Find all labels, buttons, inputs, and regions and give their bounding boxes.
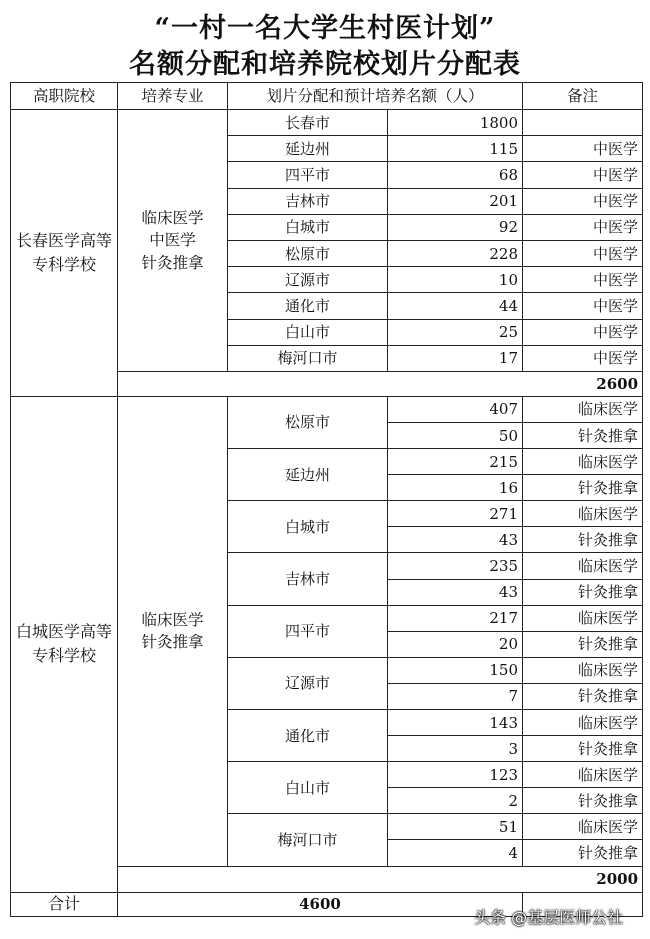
count-cell: 2 [388, 788, 523, 814]
note-cell: 临床医学 [523, 396, 643, 422]
count-cell: 407 [388, 396, 523, 422]
city-cell: 通化市 [228, 293, 388, 319]
note-cell: 临床医学 [523, 449, 643, 475]
count-cell: 68 [388, 162, 523, 188]
city-cell: 梅河口市 [228, 814, 388, 866]
count-cell: 16 [388, 475, 523, 501]
major-item: 中医学 [149, 231, 196, 250]
count-cell: 235 [388, 553, 523, 579]
note-cell: 针灸推拿 [523, 736, 643, 762]
city-cell: 延边州 [228, 449, 388, 501]
major-item: 临床医学 [141, 610, 204, 629]
header-school: 高职院校 [11, 83, 118, 110]
count-cell: 201 [388, 188, 523, 214]
count-cell: 50 [388, 422, 523, 448]
note-cell: 针灸推拿 [523, 683, 643, 709]
count-cell: 123 [388, 762, 523, 788]
count-cell: 44 [388, 293, 523, 319]
city-cell: 通化市 [228, 710, 388, 762]
count-cell: 1800 [388, 110, 523, 136]
header-row [11, 83, 643, 110]
school-cell: 长春医学高等专科学校 [11, 110, 118, 397]
count-cell: 10 [388, 267, 523, 293]
table-row [11, 396, 643, 422]
count-cell: 217 [388, 605, 523, 631]
note-cell: 针灸推拿 [523, 527, 643, 553]
note-cell: 中医学 [523, 136, 643, 162]
note-cell: 中医学 [523, 267, 643, 293]
major-cell [118, 110, 228, 372]
note-cell: 中医学 [523, 162, 643, 188]
document-title-line2: 名额分配和培养院校划片分配表 [129, 49, 521, 80]
count-cell: 17 [388, 345, 523, 371]
count-cell: 150 [388, 657, 523, 683]
city-cell: 白山市 [228, 762, 388, 814]
note-cell: 临床医学 [523, 553, 643, 579]
count-cell: 51 [388, 814, 523, 840]
count-cell: 7 [388, 683, 523, 709]
city-cell: 四平市 [228, 162, 388, 188]
count-cell: 271 [388, 501, 523, 527]
city-cell: 松原市 [228, 240, 388, 266]
count-cell: 43 [388, 527, 523, 553]
allocation-table [10, 82, 643, 917]
city-cell: 白城市 [228, 501, 388, 553]
major-item: 针灸推拿 [141, 253, 204, 272]
city-cell: 辽源市 [228, 267, 388, 293]
city-cell: 白山市 [228, 319, 388, 345]
note-cell: 临床医学 [523, 501, 643, 527]
count-cell: 115 [388, 136, 523, 162]
note-cell: 中医学 [523, 214, 643, 240]
count-cell: 3 [388, 736, 523, 762]
note-cell: 临床医学 [523, 762, 643, 788]
note-cell: 中医学 [523, 319, 643, 345]
document-title-line1: “一村一名大学生村医计划” [154, 13, 496, 44]
note-cell: 临床医学 [523, 605, 643, 631]
note-cell: 中医学 [523, 345, 643, 371]
major-item: 临床医学 [141, 208, 204, 227]
city-cell: 辽源市 [228, 657, 388, 709]
count-cell: 92 [388, 214, 523, 240]
note-cell: 临床医学 [523, 814, 643, 840]
note-cell: 针灸推拿 [523, 422, 643, 448]
note-cell: 针灸推拿 [523, 579, 643, 605]
city-cell: 松原市 [228, 396, 388, 448]
note-cell: 中医学 [523, 240, 643, 266]
note-cell: 针灸推拿 [523, 788, 643, 814]
total-label-cell: 合计 [11, 892, 118, 916]
note-cell: 临床医学 [523, 657, 643, 683]
city-cell: 延边州 [228, 136, 388, 162]
header-note: 备注 [523, 83, 643, 110]
watermark: 头条 @基层医师公社 [474, 908, 624, 927]
header-allocation: 划片分配和预计培养名额（人） [228, 83, 523, 110]
count-cell: 25 [388, 319, 523, 345]
note-cell: 针灸推拿 [523, 631, 643, 657]
table-row [11, 110, 643, 136]
major-item: 针灸推拿 [141, 633, 204, 652]
header-major: 培养专业 [118, 83, 228, 110]
note-cell: 临床医学 [523, 710, 643, 736]
city-cell: 吉林市 [228, 188, 388, 214]
note-cell: 针灸推拿 [523, 840, 643, 866]
subtotal-cell: 2000 [118, 866, 643, 892]
count-cell: 215 [388, 449, 523, 475]
count-cell: 43 [388, 579, 523, 605]
count-cell: 4 [388, 840, 523, 866]
major-cell [118, 396, 228, 866]
count-cell: 228 [388, 240, 523, 266]
city-cell: 白城市 [228, 214, 388, 240]
note-cell: 针灸推拿 [523, 475, 643, 501]
note-cell [523, 110, 643, 136]
total-value-cell: 4600 [118, 892, 523, 916]
city-cell: 长春市 [228, 110, 388, 136]
city-cell: 四平市 [228, 605, 388, 657]
note-cell: 中医学 [523, 293, 643, 319]
count-cell: 143 [388, 710, 523, 736]
school-cell: 白城医学高等专科学校 [11, 396, 118, 892]
subtotal-cell: 2600 [118, 371, 643, 396]
city-cell: 梅河口市 [228, 345, 388, 371]
note-cell: 中医学 [523, 188, 643, 214]
count-cell: 20 [388, 631, 523, 657]
city-cell: 吉林市 [228, 553, 388, 605]
